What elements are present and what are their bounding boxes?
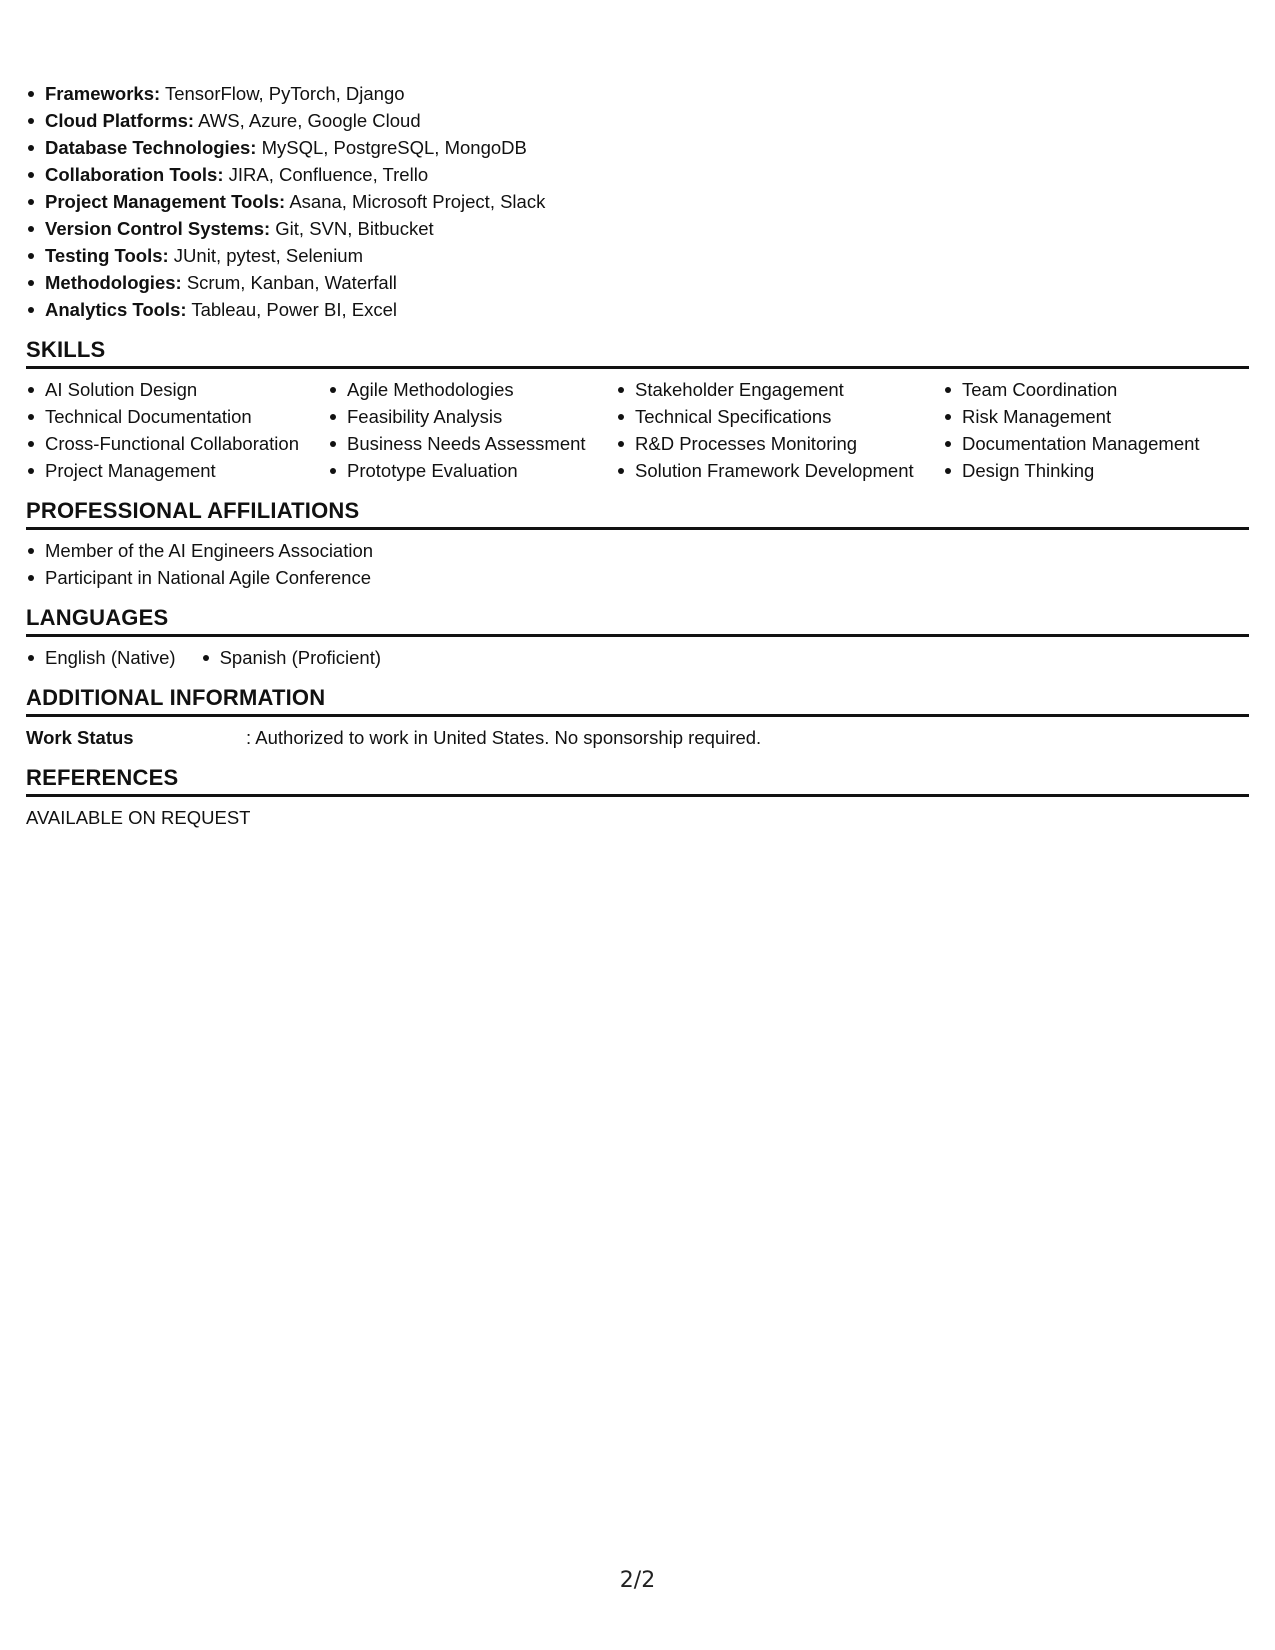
- list-item: Stakeholder Engagement: [616, 376, 943, 403]
- tool-category-label: Cloud Platforms:: [45, 110, 195, 131]
- additional-information-heading: ADDITIONAL INFORMATION: [26, 685, 1249, 717]
- list-item: Technical Documentation: [26, 403, 328, 430]
- skills-heading: SKILLS: [26, 337, 1249, 369]
- list-item: Business Needs Assessment: [328, 430, 616, 457]
- tool-category-label: Version Control Systems:: [45, 218, 271, 239]
- tool-category-value: Tableau, Power BI, Excel: [186, 299, 397, 320]
- skills-column: [616, 376, 943, 484]
- list-item: Project Management: [26, 457, 328, 484]
- technical-tools-list: [26, 80, 1249, 323]
- languages-heading: LANGUAGES: [26, 605, 1249, 637]
- tool-category-value: JUnit, pytest, Selenium: [168, 245, 364, 266]
- tool-category-value: Scrum, Kanban, Waterfall: [181, 272, 397, 293]
- references-heading: REFERENCES: [26, 765, 1249, 797]
- resume-page: [26, 80, 1249, 831]
- list-item: English (Native): [26, 644, 176, 671]
- list-item: Technical Specifications: [616, 403, 943, 430]
- list-item: Prototype Evaluation: [328, 457, 616, 484]
- tool-category-value: Git, SVN, Bitbucket: [270, 218, 434, 239]
- list-item: [26, 269, 1249, 296]
- tool-category-label: Project Management Tools:: [45, 191, 286, 212]
- list-item: Team Coordination: [943, 376, 1243, 403]
- list-item: Design Thinking: [943, 457, 1243, 484]
- tool-category-label: Methodologies:: [45, 272, 182, 293]
- professional-affiliations-heading: PROFESSIONAL AFFILIATIONS: [26, 498, 1249, 530]
- tool-category-label: Testing Tools:: [45, 245, 169, 266]
- tool-category-value: AWS, Azure, Google Cloud: [194, 110, 421, 131]
- tool-category-value: Asana, Microsoft Project, Slack: [285, 191, 546, 212]
- list-item: [26, 80, 1249, 107]
- languages-list: [26, 644, 1249, 671]
- list-item: [26, 134, 1249, 161]
- tool-category-label: Analytics Tools:: [45, 299, 187, 320]
- list-item: [26, 296, 1249, 323]
- references-text: AVAILABLE ON REQUEST: [26, 807, 251, 828]
- list-item: Feasibility Analysis: [328, 403, 616, 430]
- list-item: Agile Methodologies: [328, 376, 616, 403]
- tool-category-label: Database Technologies:: [45, 137, 257, 158]
- list-item: Cross-Functional Collaboration: [26, 430, 328, 457]
- list-item: Member of the AI Engineers Association: [26, 537, 1249, 564]
- skills-grid: [26, 376, 1249, 484]
- list-item: Spanish (Proficient): [201, 644, 381, 671]
- list-item: [26, 161, 1249, 188]
- list-item: Participant in National Agile Conference: [26, 564, 1249, 591]
- skills-column: [26, 376, 328, 484]
- list-item: [26, 107, 1249, 134]
- page-number: 2/2: [619, 1568, 656, 1593]
- tool-category-value: JIRA, Confluence, Trello: [223, 164, 429, 185]
- tool-category-value: MySQL, PostgreSQL, MongoDB: [256, 137, 527, 158]
- work-status-label: Work Status: [26, 727, 134, 748]
- list-item: AI Solution Design: [26, 376, 328, 403]
- list-item: Documentation Management: [943, 430, 1243, 457]
- tool-category-label: Collaboration Tools:: [45, 164, 224, 185]
- work-status-row: [26, 724, 1249, 751]
- list-item: R&D Processes Monitoring: [616, 430, 943, 457]
- skills-column: [328, 376, 616, 484]
- work-status-value: : Authorized to work in United States. No sponsorship required.: [246, 727, 762, 748]
- list-item: Solution Framework Development: [616, 457, 943, 484]
- tool-category-label: Frameworks:: [45, 83, 161, 104]
- list-item: Risk Management: [943, 403, 1243, 430]
- list-item: [26, 242, 1249, 269]
- tool-category-value: TensorFlow, PyTorch, Django: [160, 83, 405, 104]
- skills-column: [943, 376, 1243, 484]
- list-item: [26, 188, 1249, 215]
- list-item: [26, 215, 1249, 242]
- affiliations-list: [26, 537, 1249, 591]
